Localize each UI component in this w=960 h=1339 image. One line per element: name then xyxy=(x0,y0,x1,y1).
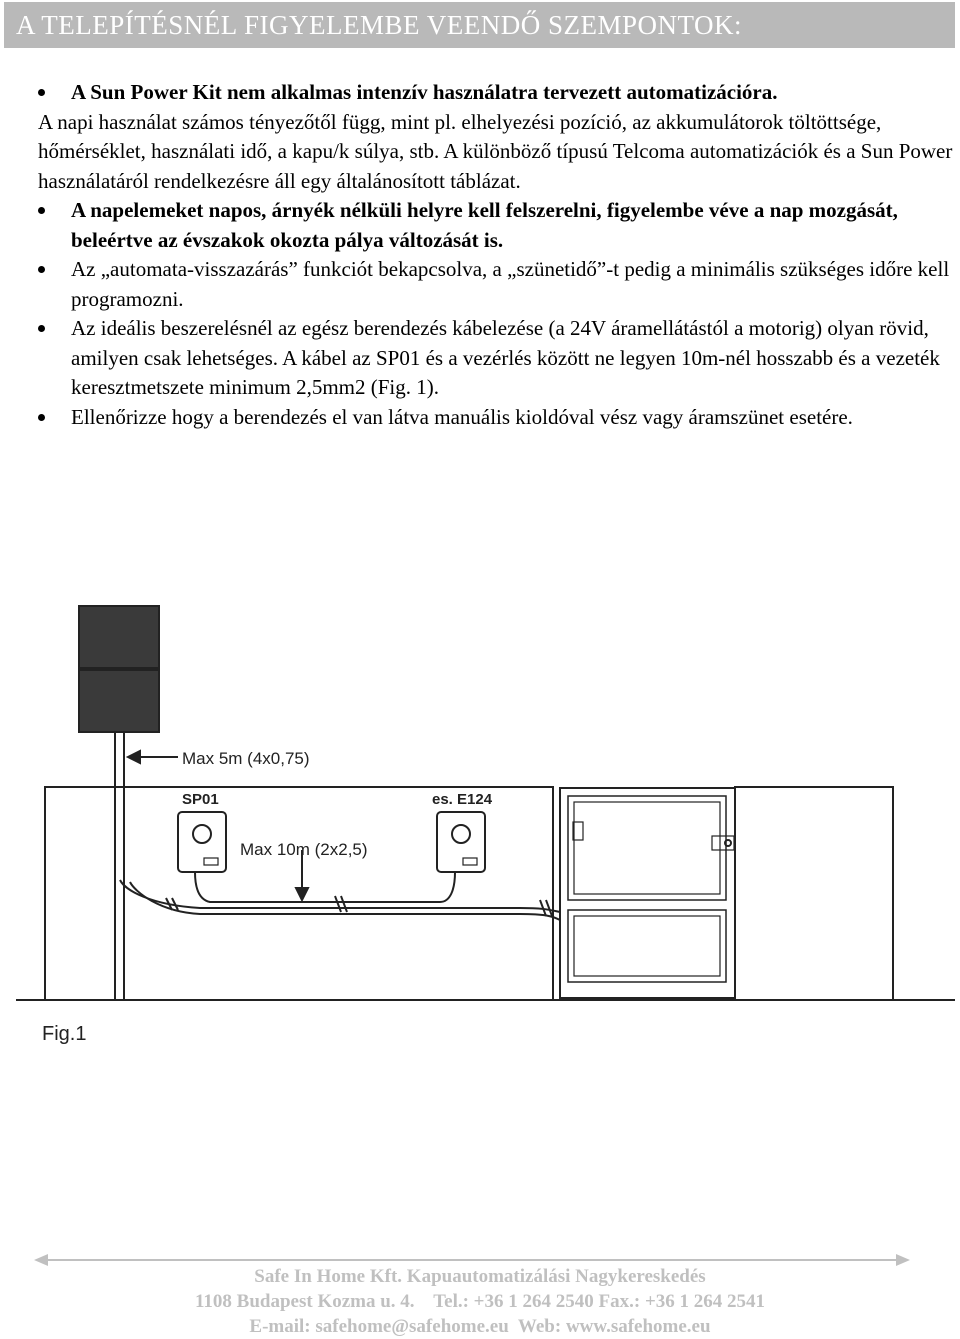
bullet-text-bold: A Sun Power Kit nem alkalmas intenzív használatra tervezett automatizációra. xyxy=(71,80,778,104)
bullet-text-bold: A napelemeket napos, árnyék nélküli helyre kell felszerelni, figyelembe véve a nap mozgását, beleértve az évszakok okozta pálya változását is. xyxy=(71,198,898,252)
footer-address: 1108 Budapest Kozma u. 4. Tel.: +36 1 264 2540 Fax.: +36 1 264 2541 xyxy=(194,1291,766,1312)
sp01-label: SP01 xyxy=(182,791,219,808)
wall-outline xyxy=(45,787,893,1000)
bullet-icon xyxy=(38,414,45,421)
footer xyxy=(0,1264,960,1339)
bullet-text: Az ideális beszerelésnél az egész berendezés kábelezése (a 24V áramellátástól a motorig) olyan rövid, amilyen csak lehetséges. A kábel az SP01 és a vezérlés között ne legyen 10m-nél hosszabb és a vezeték keresztmetszete minimum 2,5mm2 (Fig. 1). xyxy=(71,316,940,399)
e124-box-icon xyxy=(437,812,485,872)
sp01-box-icon xyxy=(178,812,226,872)
max10-label: Max 10m (2x2,5) xyxy=(240,840,368,859)
footer-company: Safe In Home Kft. Kapuautomatizálási Nagykereskedés xyxy=(254,1266,706,1287)
bullet-icon xyxy=(38,207,45,214)
max5-label: Max 5m (4x0,75) xyxy=(182,749,310,768)
e124-label: es. E124 xyxy=(432,791,493,808)
bullet-text: Ellenőrizze hogy a berendezés el van látva manuális kioldóval vész vagy áramszünet esetére. xyxy=(71,404,853,429)
solar-panel-icon xyxy=(79,606,159,732)
bullet-icon xyxy=(38,325,45,332)
bullet-text: Az „automata-visszazárás” funkciót bekapcsolva, a „szünetidő”-t pedig a minimális szükséges időre kell programozni. xyxy=(71,257,950,311)
section-header xyxy=(4,2,955,48)
footer-contact: E-mail: safehome@safehome.eu Web: www.safehome.eu xyxy=(249,1316,711,1337)
list-item xyxy=(0,196,960,255)
bullet-icon xyxy=(38,89,45,96)
list-item xyxy=(0,255,960,314)
list-item-continuation: A napi használat számos tényezőtől függ, mint pl. elhelyezési pozíció, az akkumulátorok töltöttsége, hőmérséklet, használati idő, a kapu/k súlya, stb. A különböző típusú Telcoma automatizációk és a Sun Power használatáról rendelkezésre áll egy általánosított táblázat. xyxy=(38,109,953,193)
list-item xyxy=(0,403,960,433)
installation-diagram xyxy=(0,590,960,1060)
bullet-list xyxy=(0,78,960,432)
list-item xyxy=(0,78,960,108)
list-item xyxy=(0,314,960,403)
figure-caption: Fig.1 xyxy=(42,1023,87,1045)
section-title: A TELEPÍTÉSNÉL FIGYELEMBE VEENDŐ SZEMPONTOK: xyxy=(16,10,742,40)
cable-icon xyxy=(120,872,560,920)
bullet-icon xyxy=(38,266,45,273)
pole-icon xyxy=(115,732,124,1000)
gate-icon xyxy=(560,788,735,998)
arrow-left-icon xyxy=(128,751,178,763)
